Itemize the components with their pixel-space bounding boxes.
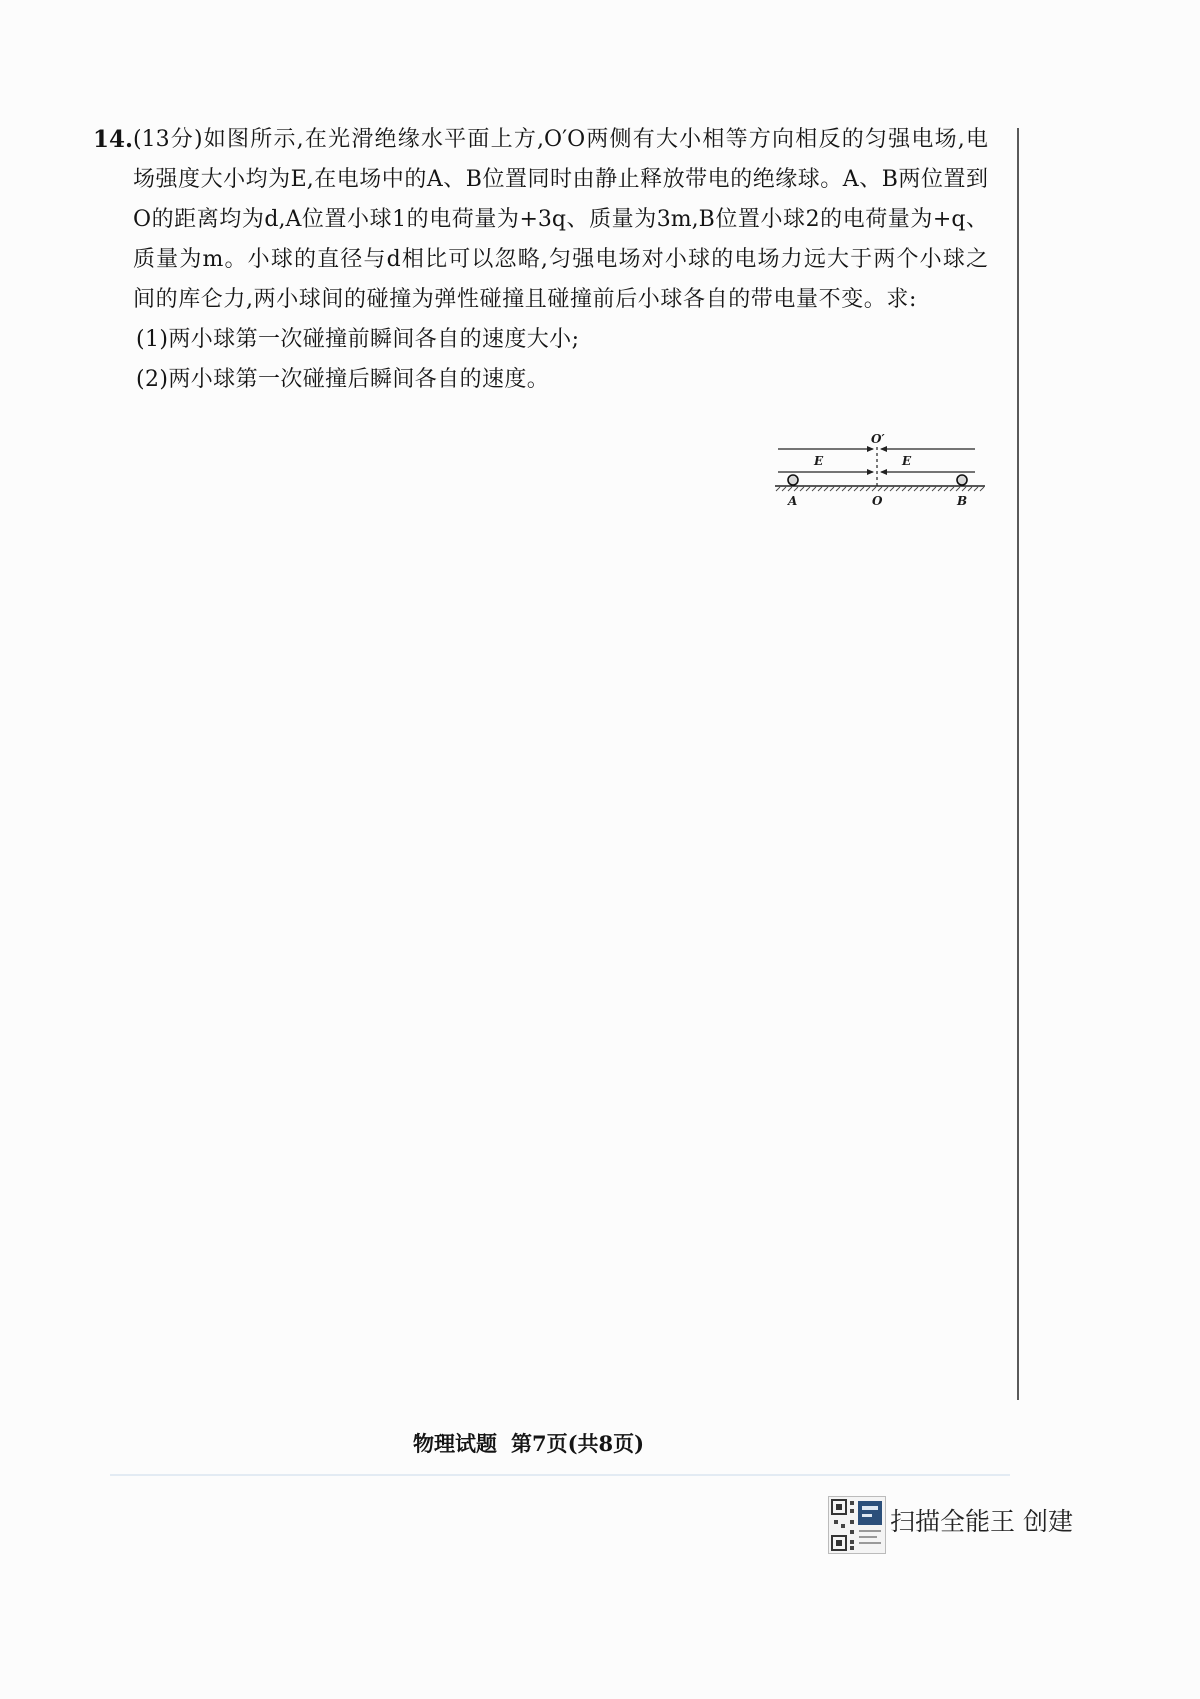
label-point-o: O (872, 494, 883, 508)
scan-artifact-line (110, 1474, 1010, 1476)
scanner-watermark-text: 扫描全能王 创建 (890, 1507, 1073, 1536)
arrow-right-icon (867, 446, 874, 452)
camscanner-logo-icon (828, 1496, 886, 1554)
electric-field-diagram (770, 430, 990, 515)
label-field-right: E (902, 454, 912, 468)
ground-hatching (776, 487, 984, 491)
page-footer (413, 1429, 644, 1459)
arrow-left-icon (880, 446, 887, 452)
arrow-right-icon (867, 469, 874, 475)
question-line-1: (13分)如图所示,在光滑绝缘水平面上方,O′O两侧有大小相等方向相反的匀强电场,电 (133, 127, 988, 152)
footer-subject: 物理试题 (413, 1431, 497, 1456)
label-point-a: A (788, 494, 798, 508)
question-line-2: 场强度大小均为E,在电场中的A、B位置同时由静止释放带电的绝缘球。A、B两位置到 (133, 167, 988, 192)
footer-page-number: 第7页(共8页) (511, 1431, 645, 1456)
question-line-3: O的距离均为d,A位置小球1的电荷量为+3q、质量为3m,B位置小球2的电荷量为+q、 (133, 207, 988, 232)
ball-2 (957, 475, 967, 485)
label-o-prime: O′ (871, 432, 885, 446)
question-line-4: 质量为m。小球的直径与d相比可以忽略,匀强电场对小球的电场力远大于两个小球之 (133, 247, 988, 272)
question-body (133, 120, 988, 400)
subquestion-2: (2)两小球第一次碰撞后瞬间各自的速度。 (136, 367, 550, 392)
label-field-left: E (814, 454, 824, 468)
question-line-5: 间的库仑力,两小球间的碰撞为弹性碰撞且碰撞前后小球各自的带电量不变。求: (133, 287, 918, 312)
question-number: 14. (93, 126, 134, 153)
arrow-left-icon (880, 469, 887, 475)
subquestion-1: (1)两小球第一次碰撞前瞬间各自的速度大小; (136, 327, 580, 352)
label-point-b: B (957, 494, 968, 508)
page-margin-rule (1017, 128, 1019, 1400)
ball-1 (788, 475, 798, 485)
